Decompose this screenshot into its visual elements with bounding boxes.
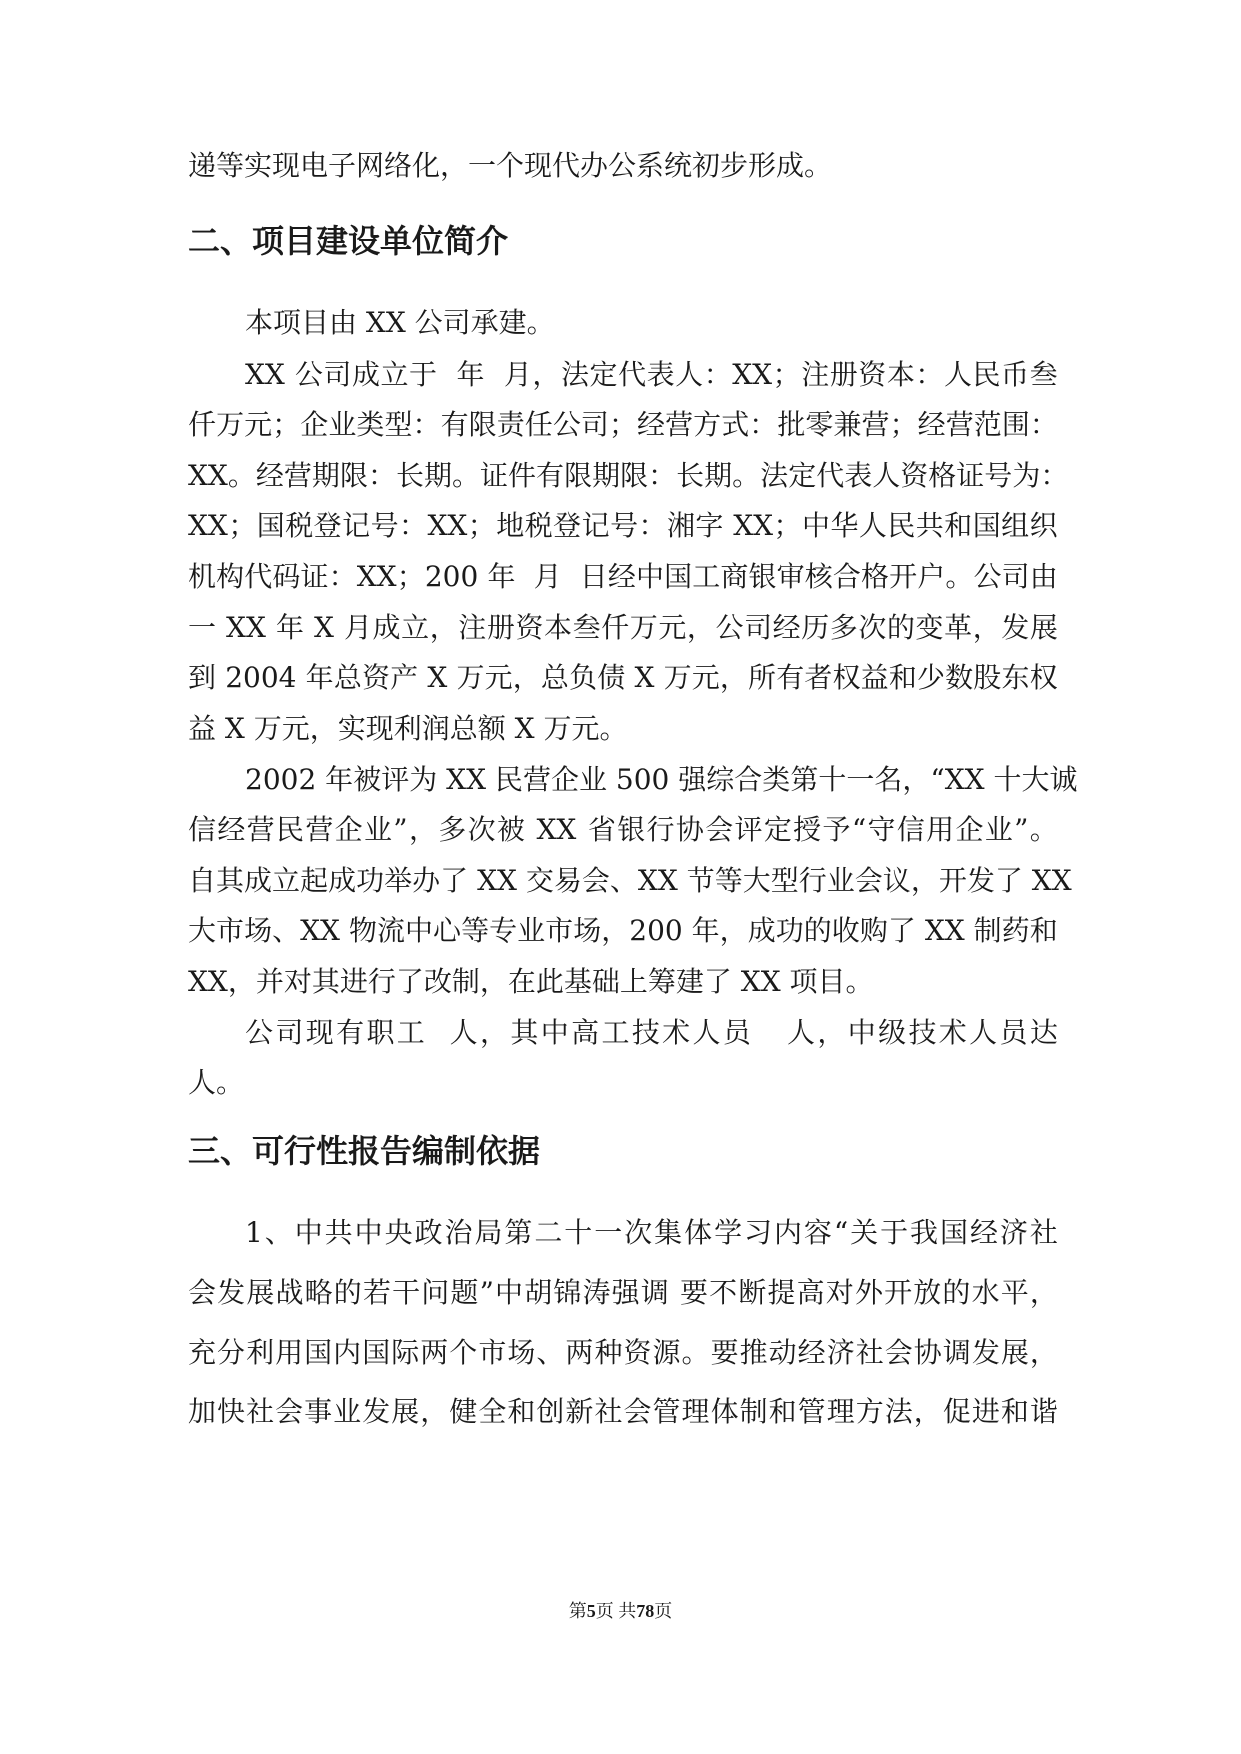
current-page-number: 5 — [586, 1601, 596, 1621]
body-line: 2002 年 被 评 为 XX 民 营 企 业 500 强 综 合 类 第 十 一 名 ， “ XX 十 大 诚 — [245, 763, 1078, 796]
footer-mid: 页 共 — [595, 1601, 637, 1621]
body-line: 充 分 利 用 国 内 国 际 两 个 市 场 、 两 种 资 源 。 要 推 动 经 济 社 会 协 调 发 展 ， — [188, 1336, 1058, 1369]
page-footer — [0, 1599, 1241, 1623]
body-line: 加 快 社 会 事 业 发 展 ， 健 全 和 创 新 社 会 管 理 体 制 和 管 理 方 法 ， 促 进 和 谐 — [188, 1395, 1058, 1428]
body-line: 信 经 营 民 营 企 业 ” ， 多 次 被 XX 省 银 行 协 会 评 定 授 予 “ 守 信 用 企 业 ” 。 — [188, 813, 1058, 846]
body-line: XX，并对其进行了改制，在此基础上筹建了 XX 项目。 — [188, 965, 874, 998]
body-line: 会 发 展 战 略 的 若 干 问 题 ” 中 胡 锦 涛 强 调 要 不 断 提 高 对 外 开 放 的 水 平 ， — [188, 1276, 1058, 1309]
section-heading: 三、可行性报告编制依据 — [188, 1132, 541, 1170]
footer-suffix: 页 — [654, 1601, 673, 1621]
body-line: 益 X 万元，实现利润总额 X 万元。 — [188, 712, 628, 745]
body-line: XX ； 国 税 登 记 号 ： XX ； 地 税 登 记 号 ： 湘 字 XX ； 中 华 人 民 共 和 国 组 织 — [188, 509, 1058, 542]
body-line: 1 、 中 共 中 央 政 治 局 第 二 十 一 次 集 体 学 习 内 容 “ 关 于 我 国 经 济 社 — [245, 1216, 1058, 1249]
body-line: 公 司 现 有 职 工 人 ， 其 中 高 工 技 术 人 员 人 ， 中 级 技 术 人 员 达 — [245, 1016, 1058, 1049]
body-line: 仟 万 元 ； 企 业 类 型 ： 有 限 责 任 公 司 ； 经 营 方 式 ： 批 零 兼 营 ； 经 营 范 围 ： — [188, 408, 1058, 441]
body-line: 到 2004 年 总 资 产 X 万 元 ， 总 负 债 X 万 元 ， 所 有 者 权 益 和 少 数 股 东 权 — [188, 661, 1058, 694]
total-pages-number: 78 — [636, 1601, 655, 1621]
footer-prefix: 第 — [568, 1601, 587, 1621]
body-line: XX 。 经 营 期 限 ： 长 期 。 证 件 有 限 期 限 ： 长 期 。 法 定 代 表 人 资 格 证 号 为 ： — [188, 459, 1069, 492]
section-heading: 二、项目建设单位简介 — [188, 222, 509, 260]
body-line: XX 公 司 成 立 于 年 月 ， 法 定 代 表 人 ： XX ； 注 册 资 本 ： 人 民 币 叁 — [245, 358, 1058, 391]
body-line: 人。 — [188, 1066, 245, 1099]
body-line: 自 其 成 立 起 成 功 举 办 了 XX 交 易 会 、 XX 节 等 大 型 行 业 会 议 ， 开 发 了 XX — [188, 864, 1072, 897]
body-line: 大 市 场 、 XX 物 流 中 心 等 专 业 市 场 ， 200 年 ， 成 功 的 收 购 了 XX 制 药 和 — [188, 914, 1058, 947]
body-line: 机 构 代 码 证 ： XX ； 200 年 月 日 经 中 国 工 商 银 审 核 合 格 开 户 。 公 司 由 — [188, 560, 1058, 593]
body-line: 一 XX 年 X 月 成 立 ， 注 册 资 本 叁 仟 万 元 ， 公 司 经 历 多 次 的 变 革 ， 发 展 — [188, 611, 1058, 644]
body-line: 递等实现电子网络化，一个现代办公系统初步形成。 — [188, 149, 833, 182]
body-line: 本项目由 XX 公司承建。 — [245, 306, 555, 339]
